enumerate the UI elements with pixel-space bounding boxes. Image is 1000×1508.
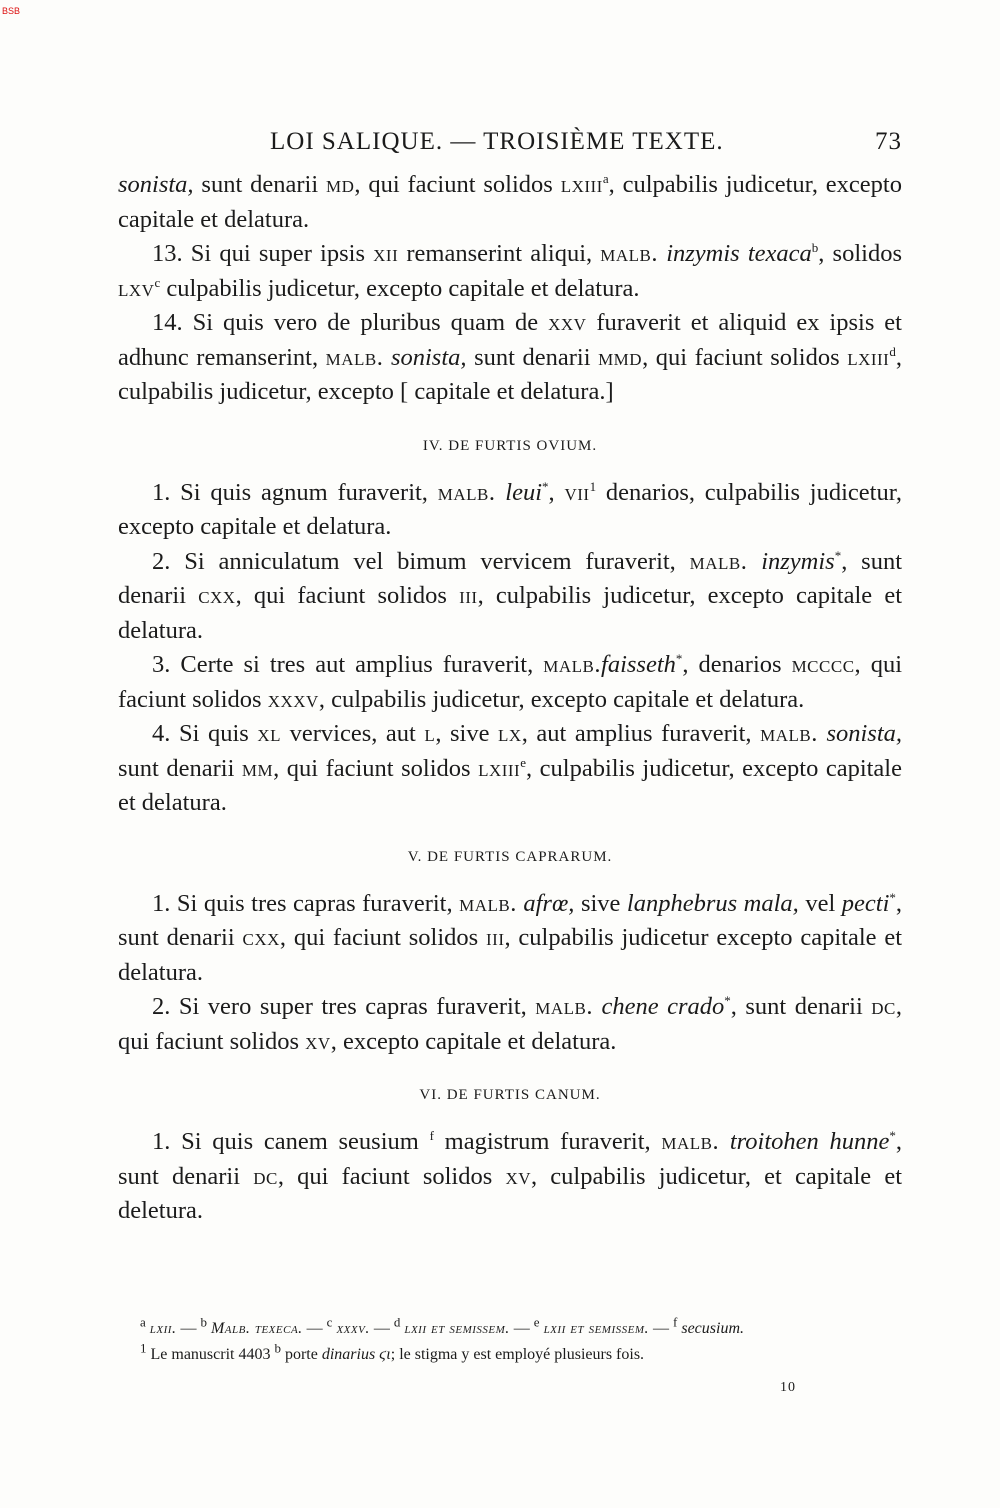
malberg-term: sonista,: [118, 171, 194, 198]
asterisk-mark: *: [889, 1127, 896, 1143]
roman-numeral: iii: [486, 924, 505, 951]
malb-abbrev: malb.: [600, 240, 659, 267]
paragraph-number: 3.: [152, 651, 171, 678]
roman-numeral: cxx: [242, 924, 280, 951]
roman-numeral: l: [424, 720, 436, 747]
footnote-ref: b: [811, 239, 819, 255]
paragraph-number: 1.: [152, 1128, 171, 1155]
roman-numeral: lxiii: [847, 343, 890, 371]
footnote-ref: e: [520, 754, 526, 770]
malberg-term: afrœ,: [523, 889, 575, 917]
roman-numeral: cxx: [198, 582, 236, 609]
roman-numeral: xxxv: [267, 685, 319, 713]
malb-abbrev: malb.: [459, 889, 517, 917]
malberg-term: chene crado: [601, 993, 725, 1020]
malberg-term: leui: [505, 478, 543, 506]
footnote-ref: 1: [589, 478, 597, 494]
paragraph-vi-1: 1. Si quis canem seusium $^f$ magistrum furaverit, malb. troitohen hunne*, sunt denarii dc, qui faciunt solidos xv, culpabilis judicetur, et capitale et deletura.: [118, 1127, 903, 1224]
malb-abbrev: malb.: [689, 547, 748, 575]
roman-numeral: xii: [373, 240, 399, 267]
paragraph-13: 13. Si qui super ipsis xii remanserint aliqui, malb. inzymis texaca$^b$, solidos lxv$^c$ culpabilis judicetur, excepto capitale et delatura.: [118, 239, 902, 302]
paragraph-iv-1: 1. Si quis agnum furaverit, malb. leui*, vii$^1$ denarios, culpabilis judicetur, excepto capitale et delatura.: [118, 478, 903, 540]
roman-numeral: vii: [564, 478, 590, 506]
footnote-ref: d: [889, 343, 896, 359]
asterisk-mark: *: [675, 650, 683, 666]
paragraph-v-1: 1. Si quis tres capras furaverit, malb. afrœ, sive lanphebrus mala, vel pecti*, sunt denarii cxx, qui faciunt solidos iii, culpabilis judicetur excepto capitale et delatura.: [118, 889, 903, 986]
malb-abbrev: malb.: [325, 343, 384, 371]
malb-abbrev: malb.: [535, 993, 593, 1020]
paragraph-iv-4: 4. Si quis xl vervices, aut l, sive lx, aut amplius furaverit, malb. sonista, sunt denarii mm, qui faciunt solidos lxiii$^e$, culpabilis judicetur, excepto capitale et delatura.: [118, 720, 902, 816]
malberg-term: lanphebrus mala,: [626, 889, 799, 917]
roman-numeral: mmd: [598, 343, 643, 371]
section-heading-ovium: IV. DE FURTIS OVIUM.: [422, 437, 598, 454]
footnotes: [140, 1316, 885, 1368]
footnote-ref: f: [429, 1127, 434, 1143]
paragraph-continued: sonista, sunt denarii md, qui faciunt solidos lxiii$^a$, culpabilis judicetur, excepto capitale et delatura.: [118, 170, 902, 233]
malb-abbrev: malb.: [437, 478, 496, 506]
signature-mark: 10: [780, 1380, 796, 1395]
malberg-term: sonista,: [826, 720, 902, 747]
footnote-ref: c: [154, 274, 161, 290]
running-header: [118, 128, 902, 156]
asterisk-mark: *: [889, 889, 896, 905]
paragraph-v-2: 2. Si vero super tres capras furaverit, malb. chene crado*, sunt denarii dc, qui faciunt solidos xv, excepto capitale et delatura.: [118, 992, 902, 1055]
paragraph-number: 1.: [152, 889, 171, 917]
roman-numeral: dc: [253, 1162, 278, 1190]
roman-numeral: xl: [257, 720, 282, 747]
footnote-variants: $^a$ lxii. — $^b$ Malb. texeca. — $^c$ xxxv. — $^d$ lxii et semissem. — $^e$ lxii et semissem. — $^f$ secusium.: [140, 1314, 744, 1337]
footnote-1: $^1$ Le manuscrit 4403 $^b$ porte dinarius ϛι; le stigma y est employé plusieurs fois.: [140, 1340, 645, 1363]
roman-numeral: mm: [241, 754, 274, 782]
malberg-term: inzymis texaca: [666, 240, 812, 267]
malb-abbrev: malb.: [543, 651, 602, 678]
roman-numeral: mcccc: [791, 651, 855, 678]
asterisk-mark: *: [834, 547, 842, 563]
roman-numeral: md: [325, 171, 355, 198]
paragraph-14: 14. Si quis vero de pluribus quam de xxv furaverit et aliquid ex ipsis et adhunc remanserint, malb. sonista, sunt denarii mmd, qui faciunt solidos lxiii$^d$, culpabilis judicetur, excepto [ capitale et delatura.]: [118, 309, 902, 405]
footnote-ref: a: [602, 170, 609, 186]
paragraph-number: 1.: [152, 478, 171, 506]
paragraph-iv-3: 3. Certe si tres aut amplius furaverit, malb.faisseth*, denarios mcccc, qui faciunt solidos xxxv, culpabilis judicetur, excepto capitale et delatura.: [118, 650, 902, 713]
roman-numeral: dc: [871, 993, 896, 1020]
running-title: LOI SALIQUE. — TROISIÈME TEXTE.: [270, 128, 724, 155]
section-heading-canum: VI. DE FURTIS CANUM.: [419, 1087, 601, 1103]
asterisk-mark: *: [542, 478, 549, 494]
malb-abbrev: malb.: [760, 720, 818, 747]
section-heading-caprarum: V. DE FURTIS CAPRARUM.: [407, 848, 613, 865]
roman-numeral: lxiii: [560, 171, 603, 198]
roman-numeral: xv: [505, 1162, 531, 1190]
roman-numeral: xv: [305, 1027, 331, 1055]
malberg-term: inzymis: [761, 547, 835, 575]
paragraph-number: 2.: [152, 547, 171, 575]
roman-numeral: lxv: [118, 274, 155, 302]
malberg-term: sonista,: [390, 343, 467, 371]
paragraph-number: 4.: [152, 720, 171, 747]
paragraph-number: 2.: [152, 993, 171, 1020]
roman-numeral: xxv: [548, 309, 587, 336]
paragraph-number: 14.: [152, 309, 183, 336]
roman-numeral: lx: [498, 720, 522, 747]
malberg-term: pecti: [841, 889, 890, 917]
roman-numeral: iii: [459, 582, 478, 609]
asterisk-mark: *: [724, 992, 731, 1008]
malb-abbrev: malb.: [661, 1128, 720, 1155]
library-mark: BSB: [2, 6, 21, 16]
paragraph-iv-2: 2. Si anniculatum vel bimum vervicem furaverit, malb. inzymis*, sunt denarii cxx, qui faciunt solidos iii, culpabilis judicetur, excepto capitale et delatura.: [118, 547, 903, 644]
page-number: 73: [875, 128, 902, 155]
page-body: [118, 168, 902, 1229]
roman-numeral: lxiii: [478, 754, 521, 782]
malberg-term: troitohen hunne: [729, 1128, 890, 1155]
malberg-term: faisseth: [601, 651, 676, 678]
paragraph-number: 13.: [152, 240, 183, 267]
